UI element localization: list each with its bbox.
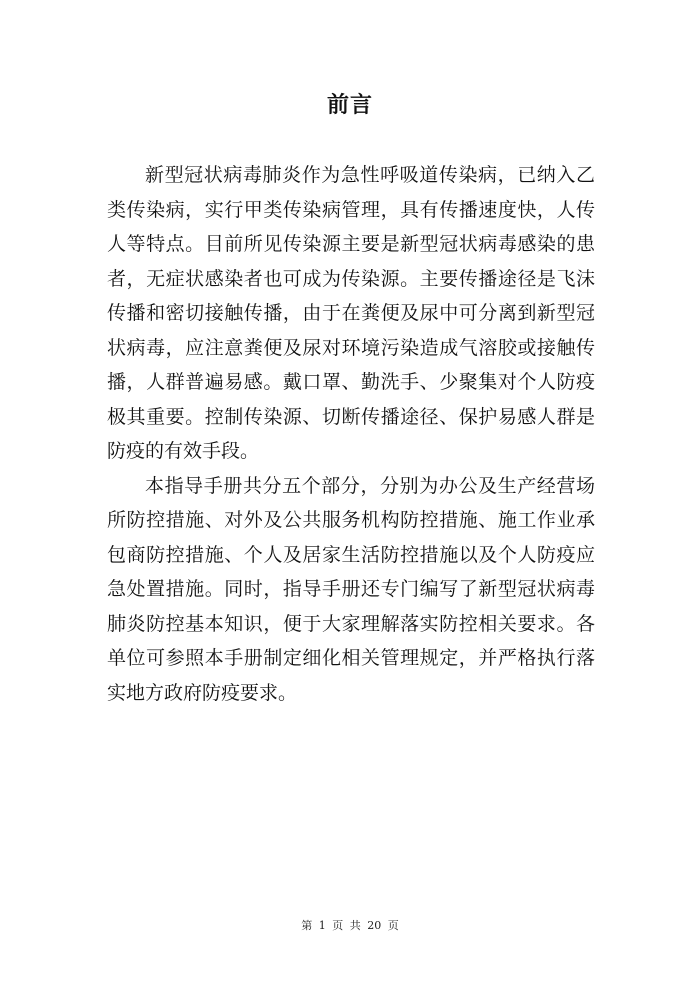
paragraph-structure: 本指导手册共分五个部分，分别为办公及生产经营场所防控措施、对外及公共服务机构防控措施、施工作业承包商防控措施、个人及居家生活防控措施以及个人防疫应急处置措施。同时，指导手册还专门编写了新型冠状病毒肺炎防控基本知识，便于大家理解落实防控相关要求。各单位可参照本手册制定细化相关管理规定，并严格执行落实地方政府防疫要求。 (107, 474, 595, 704)
page-number: 第 1 页 共 20 页 (301, 919, 399, 932)
document-body (107, 158, 595, 710)
page-title: 前言 (326, 93, 373, 118)
paragraph-intro: 新型冠状病毒肺炎作为急性呼吸道传染病，已纳入乙类传染病，实行甲类传染病管理，具有传播速度快，人传人等特点。目前所见传染源主要是新型冠状病毒感染的患者，无症状感染者也可成为传染源。主要传播途径是飞沫传播和密切接触传播，由于在粪便及尿中可分离到新型冠状病毒，应注意粪便及尿对环境污染造成气溶胶或接触传播，人群普遍易感。戴口罩、勤洗手、少聚集对个人防疫极其重要。控制传染源、切断传播途径、保护易感人群是防疫的有效手段。 (107, 164, 595, 462)
